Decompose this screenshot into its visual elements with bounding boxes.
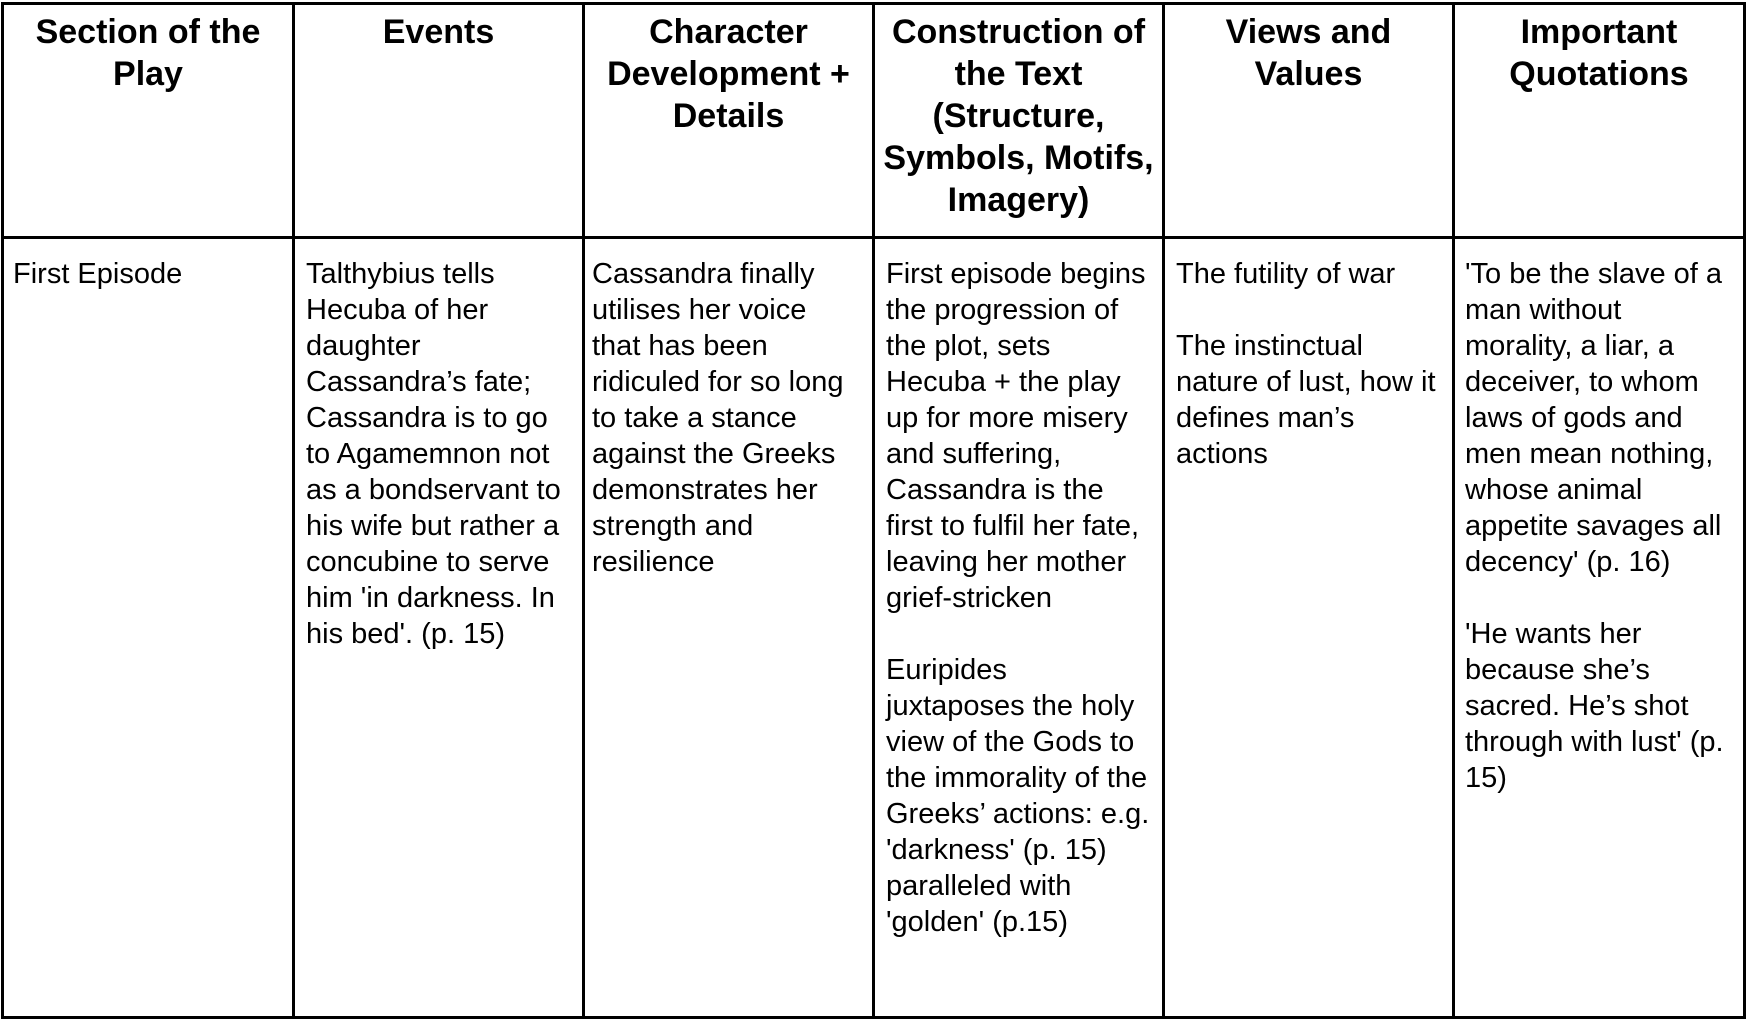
- header-events: Events: [294, 4, 584, 238]
- cell-section: [3, 238, 294, 1018]
- views-paragraph: The futility of war: [1176, 258, 1396, 290]
- views-paragraph: The instinctual nature of lust, how it defines man’s actions: [1176, 330, 1436, 470]
- header-character-development: Character Development + Details: [584, 4, 874, 238]
- cell-character: [584, 238, 874, 1018]
- character-text: Cassandra finally utilises her voice that has been ridiculed for so long to take a stance against the Greeks demonstrates her strength and resilience: [592, 258, 844, 578]
- section-text: First Episode: [13, 258, 183, 290]
- cell-events: [294, 238, 584, 1018]
- quotation-paragraph: 'To be the slave of a man without morality, a liar, a deceiver, to whom laws of gods and men mean nothing, whose animal appetite savages all decency' (p. 16): [1465, 258, 1723, 578]
- header-views-values: Views and Values: [1164, 4, 1454, 238]
- table-row: [3, 238, 1745, 1018]
- header-quotations: Important Quotations: [1454, 4, 1745, 238]
- cell-quotations: [1454, 238, 1745, 1018]
- events-text: Talthybius tells Hecuba of her daughter Cassandra’s fate; Cassandra is to go to Agamemnon not as a bondservant to his wife but rather a concubine to serve him 'in darkness. In his bed'. (p. 15): [306, 258, 561, 650]
- construction-paragraph: Euripides juxtaposes the holy view of the Gods to the immorality of the Greeks’ actions: e.g. 'darkness' (p. 15) paralleled with 'golden' (p.15): [886, 654, 1150, 938]
- cell-views: [1164, 238, 1454, 1018]
- header-section: Section of the Play: [3, 4, 294, 238]
- cell-construction: [874, 238, 1164, 1018]
- quotation-paragraph: 'He wants her because she’s sacred. He’s shot through with lust' (p. 15): [1465, 618, 1724, 794]
- construction-paragraph: First episode begins the progression of the plot, sets Hecuba + the play up for more misery and suffering, Cassandra is the first to fulfil her fate, leaving her mother grief-stricken: [886, 258, 1146, 614]
- header-construction: Construction of the Text (Structure, Symbols, Motifs, Imagery): [874, 4, 1164, 238]
- header-row: [3, 4, 1745, 238]
- notes-table: [1, 2, 1746, 1019]
